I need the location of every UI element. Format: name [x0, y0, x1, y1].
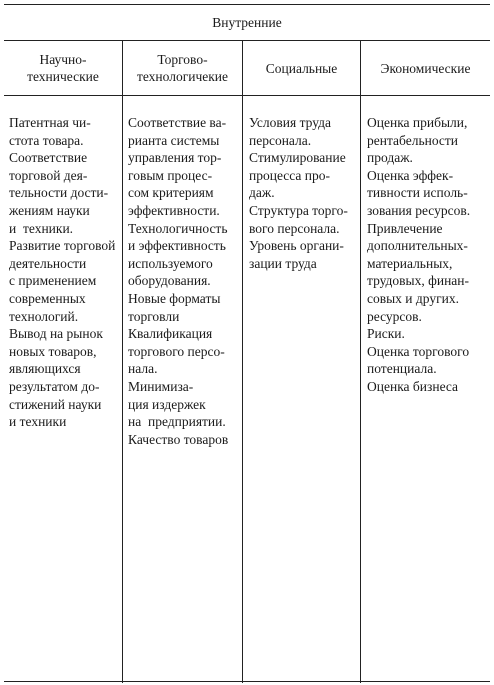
column-header: Социальные [265, 60, 338, 76]
cell-text-line: ресурсов. [367, 308, 422, 324]
cell-text-line: сом критериям [128, 185, 214, 201]
cell-text-line: зования ресурсов. [367, 202, 471, 218]
cell-text-line: технологий. [9, 308, 79, 324]
cell-text-line: Минимиза- [128, 378, 194, 394]
table-title: Внутренние [4, 5, 490, 41]
column-social [242, 41, 360, 683]
cell-text-line: трудовых, финан- [367, 273, 470, 289]
cell-text-line: процесса про- [249, 167, 331, 183]
cell-text-line: продаж. [367, 150, 413, 166]
column-header: Научно- технические [27, 52, 99, 84]
column-economic [360, 41, 490, 683]
cell-text-line: зации труда [249, 255, 317, 271]
cell-text-line: Технологичность [128, 220, 228, 236]
cell-text-line: жениям науки [9, 202, 90, 218]
cell-text-line: торговли [128, 308, 180, 324]
cell-text-line: Соответствие [9, 150, 88, 166]
column-cell [243, 95, 360, 272]
column-scientific-technical [4, 41, 122, 683]
cell-text-line: Оценка бизнеса [367, 378, 459, 394]
cell-text-line: даж. [249, 185, 275, 201]
cell-text-line: и техники. [9, 220, 74, 236]
cell-text-line: Структура торго- [249, 202, 348, 218]
cell-text-line: новых товаров, [9, 343, 97, 359]
column-cell [361, 95, 490, 396]
cell-text-line: на предприятии. [128, 414, 226, 430]
cell-text-line: Развитие торговой [9, 238, 116, 254]
cell-text-line: современных [9, 290, 86, 306]
cell-text-line: Оценка торгового [367, 343, 470, 359]
cell-text-line: тельности дости- [9, 185, 109, 201]
cell-text-line: Качество товаров [128, 431, 229, 447]
cell-text-line: деятельности [9, 255, 87, 271]
cell-text-line: говым процес- [128, 167, 213, 183]
cell-text-line: потенциала. [367, 361, 437, 377]
cell-text-line: стота товара. [9, 132, 84, 148]
table-columns [4, 41, 490, 683]
cell-text-line: рентабельности [367, 132, 459, 148]
cell-text-line: Привлечение [367, 220, 443, 236]
cell-text-line: с применением [9, 273, 97, 289]
cell-text-line: персонала. [249, 132, 312, 148]
cell-text-line: материальных, [367, 255, 453, 271]
cell-text-line: торговой дея- [9, 167, 88, 183]
cell-text-line: тивности исполь- [367, 185, 468, 201]
cell-text-line: оборудования. [128, 273, 211, 289]
cell-text-line: Патентная чи- [9, 115, 91, 130]
cell-text-line: и эффективность [128, 238, 226, 254]
factors-table [4, 4, 490, 682]
cell-text-line: Оценка прибыли, [367, 115, 468, 130]
cell-text-line: нала. [128, 361, 158, 377]
column-header: Экономические [380, 60, 471, 76]
cell-text-line: торгового персо- [128, 343, 225, 359]
cell-text-line: Риски. [367, 326, 405, 342]
cell-text-line: Соответствие ва- [128, 115, 227, 130]
cell-text-line: Оценка эффек- [367, 167, 454, 183]
cell-text-line: Квалификация [128, 326, 213, 342]
column-cell [123, 95, 242, 448]
cell-text-line: результатом до- [9, 378, 100, 394]
cell-text-line: совых и других. [367, 290, 459, 306]
cell-text-line: Новые форматы [128, 290, 221, 306]
cell-text-line: Уровень органи- [249, 238, 344, 254]
cell-text-line: управления тор- [128, 150, 222, 166]
cell-text-line: ция издержек [128, 396, 206, 412]
cell-text-line: Вывод на рынок [9, 326, 103, 342]
cell-text-line: являющихся [9, 361, 81, 377]
cell-text-line: дополнительных- [367, 238, 468, 254]
cell-text-line: Стимулирование [249, 150, 346, 166]
cell-text-line: и техники [9, 414, 67, 430]
cell-text-line: Условия труда [249, 115, 331, 130]
column-trade-technological [122, 41, 242, 683]
column-cell [4, 95, 122, 431]
cell-text-line: рианта системы [128, 132, 220, 148]
column-header: Торгово- технологичекие [136, 52, 229, 84]
cell-text-line: вого персонала. [249, 220, 340, 236]
cell-text-line: используемого [128, 255, 213, 271]
cell-text-line: стижений науки [9, 396, 102, 412]
cell-text-line: эффективности. [128, 202, 220, 218]
